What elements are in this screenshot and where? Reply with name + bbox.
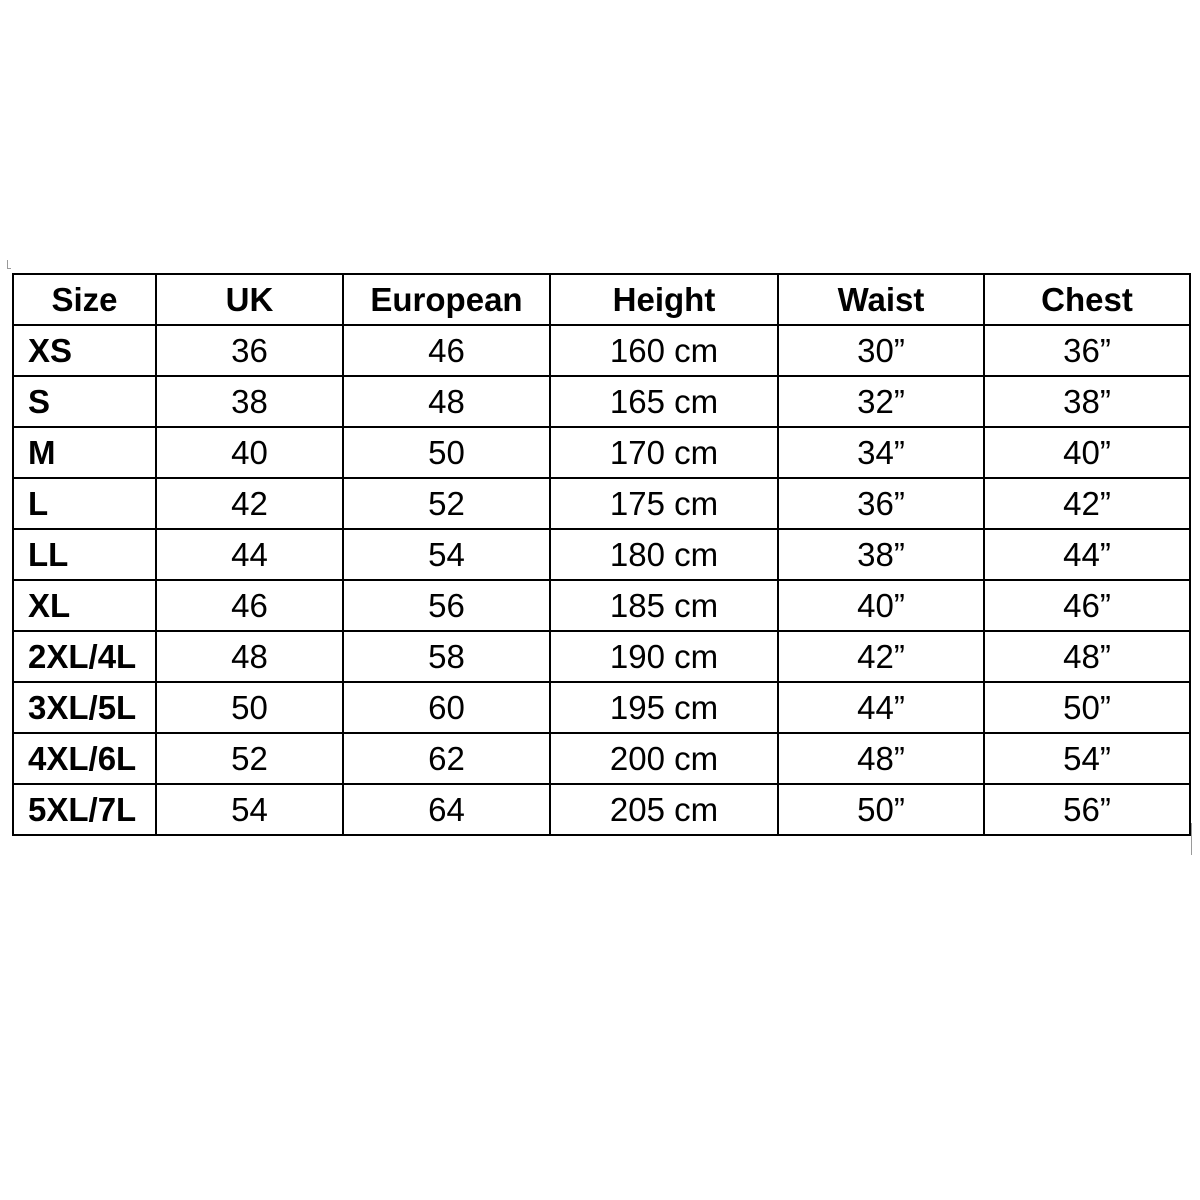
table-anchor-mark <box>7 260 11 269</box>
cell-waist: 34” <box>778 427 984 478</box>
header-chest: Chest <box>984 274 1190 325</box>
cell-european: 60 <box>343 682 550 733</box>
cell-height: 170 cm <box>550 427 778 478</box>
cell-height: 190 cm <box>550 631 778 682</box>
cell-european: 64 <box>343 784 550 835</box>
cell-height: 200 cm <box>550 733 778 784</box>
cell-size: M <box>13 427 156 478</box>
cell-height: 180 cm <box>550 529 778 580</box>
cell-height: 195 cm <box>550 682 778 733</box>
cell-height: 165 cm <box>550 376 778 427</box>
table-row <box>13 478 1190 529</box>
cell-waist: 36” <box>778 478 984 529</box>
cell-size: 3XL/5L <box>13 682 156 733</box>
cell-uk: 40 <box>156 427 343 478</box>
cell-waist: 42” <box>778 631 984 682</box>
cell-size: 5XL/7L <box>13 784 156 835</box>
cell-uk: 36 <box>156 325 343 376</box>
table-row <box>13 733 1190 784</box>
cell-uk: 52 <box>156 733 343 784</box>
cell-size: XL <box>13 580 156 631</box>
cell-uk: 54 <box>156 784 343 835</box>
cell-chest: 36” <box>984 325 1190 376</box>
cell-european: 54 <box>343 529 550 580</box>
cell-height: 205 cm <box>550 784 778 835</box>
cell-size: 2XL/4L <box>13 631 156 682</box>
cell-european: 52 <box>343 478 550 529</box>
cell-size: L <box>13 478 156 529</box>
cell-european: 48 <box>343 376 550 427</box>
cell-uk: 38 <box>156 376 343 427</box>
cell-height: 185 cm <box>550 580 778 631</box>
cell-waist: 50” <box>778 784 984 835</box>
table-header <box>13 274 1190 325</box>
cell-height: 175 cm <box>550 478 778 529</box>
header-row <box>13 274 1190 325</box>
cell-chest: 54” <box>984 733 1190 784</box>
cell-waist: 48” <box>778 733 984 784</box>
cell-size: 4XL/6L <box>13 733 156 784</box>
cell-waist: 40” <box>778 580 984 631</box>
text-cursor-mark <box>1191 823 1196 855</box>
cell-european: 56 <box>343 580 550 631</box>
table-body <box>13 325 1190 835</box>
table-row <box>13 580 1190 631</box>
table-row <box>13 427 1190 478</box>
cell-uk: 44 <box>156 529 343 580</box>
header-uk: UK <box>156 274 343 325</box>
header-size: Size <box>13 274 156 325</box>
cell-height: 160 cm <box>550 325 778 376</box>
cell-size: XS <box>13 325 156 376</box>
cell-chest: 38” <box>984 376 1190 427</box>
table-row <box>13 325 1190 376</box>
cell-chest: 50” <box>984 682 1190 733</box>
cell-size: S <box>13 376 156 427</box>
header-height: Height <box>550 274 778 325</box>
cell-european: 46 <box>343 325 550 376</box>
cell-chest: 56” <box>984 784 1190 835</box>
cell-waist: 38” <box>778 529 984 580</box>
table-row <box>13 631 1190 682</box>
cell-european: 58 <box>343 631 550 682</box>
table-row <box>13 784 1190 835</box>
cell-european: 62 <box>343 733 550 784</box>
cell-chest: 40” <box>984 427 1190 478</box>
table-row <box>13 529 1190 580</box>
cell-waist: 44” <box>778 682 984 733</box>
cell-uk: 42 <box>156 478 343 529</box>
size-chart-table <box>12 273 1191 836</box>
header-european: European <box>343 274 550 325</box>
table-row <box>13 682 1190 733</box>
cell-waist: 32” <box>778 376 984 427</box>
cell-chest: 42” <box>984 478 1190 529</box>
cell-european: 50 <box>343 427 550 478</box>
cell-waist: 30” <box>778 325 984 376</box>
table-row <box>13 376 1190 427</box>
cell-uk: 48 <box>156 631 343 682</box>
cell-chest: 46” <box>984 580 1190 631</box>
cell-chest: 44” <box>984 529 1190 580</box>
header-waist: Waist <box>778 274 984 325</box>
cell-chest: 48” <box>984 631 1190 682</box>
cell-uk: 46 <box>156 580 343 631</box>
cell-uk: 50 <box>156 682 343 733</box>
cell-size: LL <box>13 529 156 580</box>
